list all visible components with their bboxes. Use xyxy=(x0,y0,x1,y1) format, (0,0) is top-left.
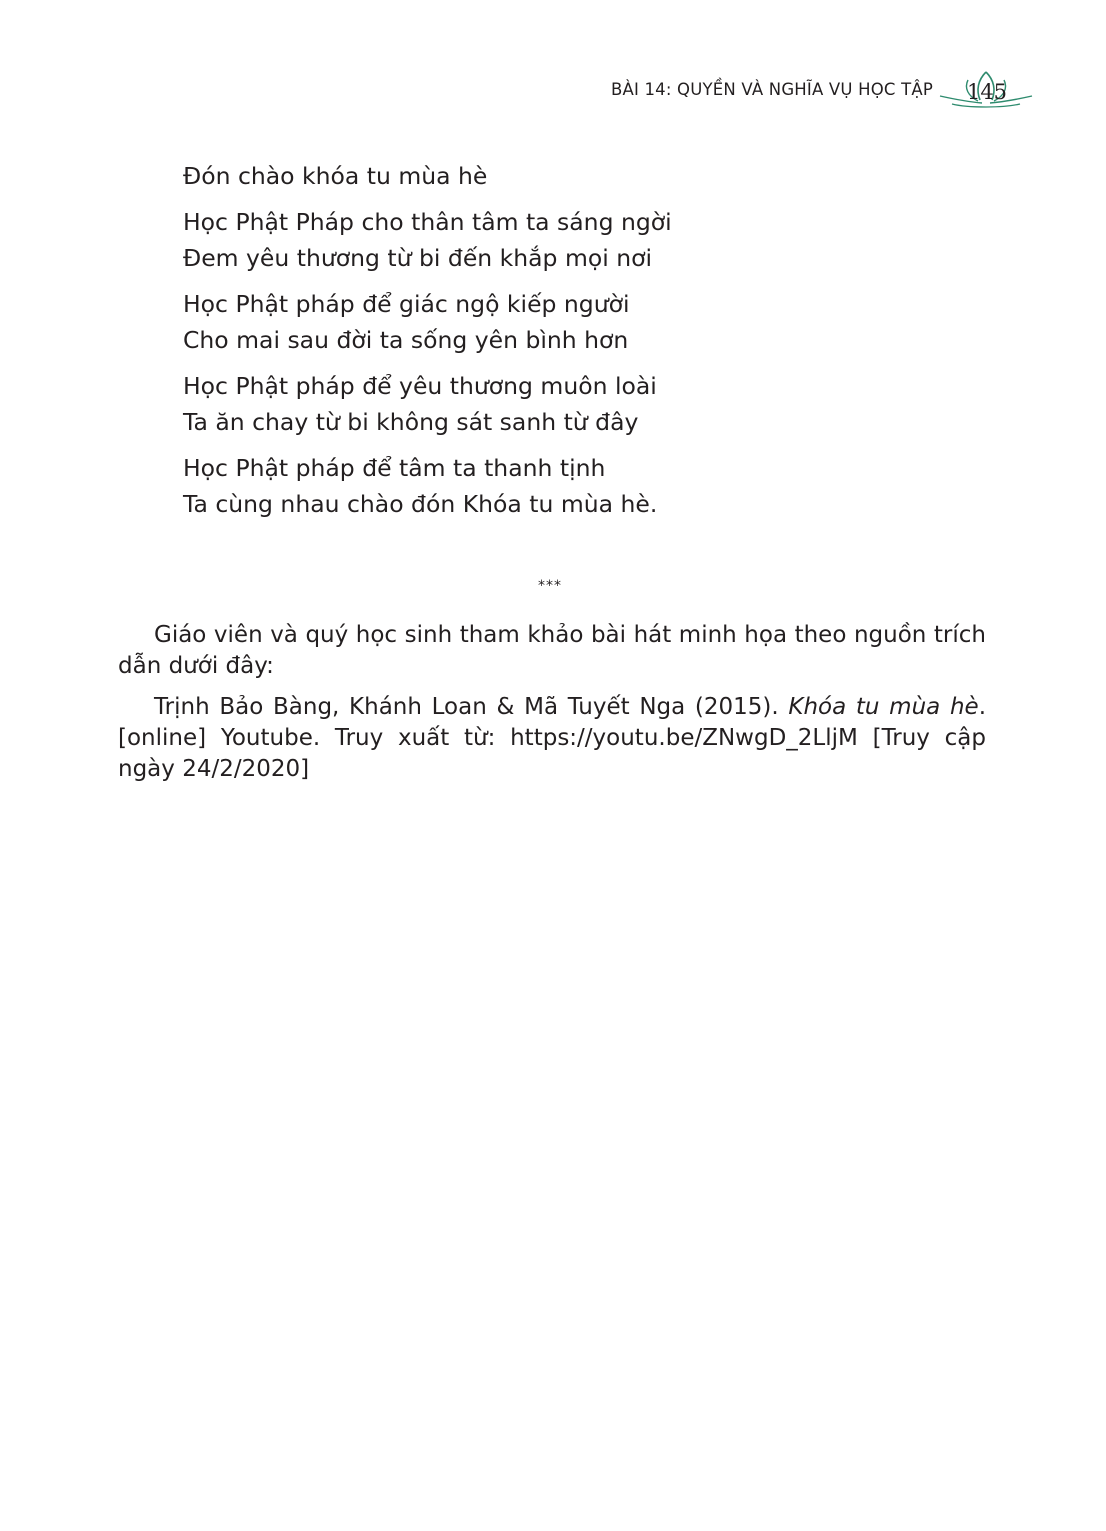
verse-line: Đón chào khóa tu mùa hè xyxy=(183,162,488,190)
section-separator: *** xyxy=(538,578,562,594)
page-header xyxy=(0,66,1106,116)
verse-line: Cho mai sau đời ta sống yên bình hơn xyxy=(183,326,629,354)
chapter-title: BÀI 14: QUYỀN VÀ NGHĨA VỤ HỌC TẬP xyxy=(610,80,933,99)
verse-line: Học Phật Pháp cho thân tâm ta sáng ngời xyxy=(183,208,672,236)
citation-title: Khóa tu mùa hè xyxy=(788,694,979,720)
stanza xyxy=(183,286,883,358)
citation-authors: Trịnh Bảo Bàng, Khánh Loan & Mã Tuyết Nga (2015). xyxy=(154,694,789,720)
stanza xyxy=(183,158,883,194)
verse-line: Học Phật pháp để yêu thương muôn loài xyxy=(183,372,657,400)
stanza xyxy=(183,204,883,276)
reference-section xyxy=(118,620,986,795)
verse-line: Học Phật pháp để tâm ta thanh tịnh xyxy=(183,454,606,482)
stanza xyxy=(183,368,883,440)
reference-intro: Giáo viên và quý học sinh tham khảo bài hát minh họa theo nguồn trích dẫn dưới đây: xyxy=(118,622,986,679)
song-lyrics xyxy=(183,158,883,532)
verse-line: Ta ăn chay từ bi không sát sanh từ đây xyxy=(183,408,639,436)
verse-line: Đem yêu thương từ bi đến khắp mọi nơi xyxy=(183,244,653,272)
verse-line: Ta cùng nhau chào đón Khóa tu mùa hè. xyxy=(183,490,658,518)
stanza xyxy=(183,450,883,522)
citation xyxy=(118,692,986,785)
page-number: 145 xyxy=(966,80,1008,104)
verse-line: Học Phật pháp để giác ngộ kiếp người xyxy=(183,290,630,318)
citation-source: . [online] Youtube. Truy xuất từ: https://youtu.be/ZNwgD_2LljM [Truy cập ngày 24/2/2020] xyxy=(118,694,986,782)
